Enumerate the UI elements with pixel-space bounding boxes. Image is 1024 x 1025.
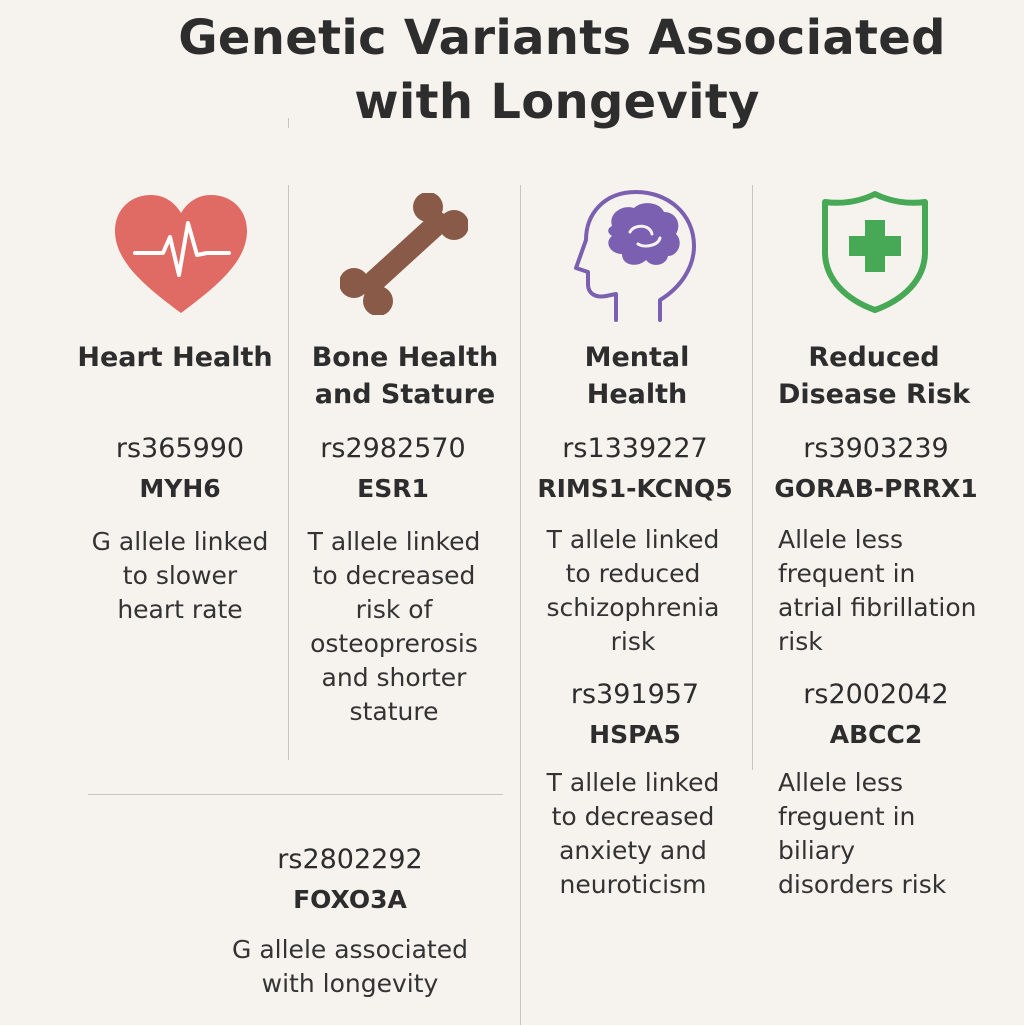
variant-gene: MYH6 — [139, 474, 221, 503]
variant-description — [778, 766, 1018, 902]
page-title — [0, 6, 1024, 134]
heading-heart-health — [62, 339, 288, 376]
description-line: Allele less — [778, 768, 904, 797]
heading-line: and Stature — [314, 379, 496, 410]
variant-id: rs3903239 — [803, 433, 949, 464]
heading-line: Bone Health — [311, 342, 499, 373]
description-line: risk — [610, 627, 656, 656]
description-line: T allele linked — [546, 525, 720, 554]
heading-line: Health — [586, 379, 688, 410]
variant-rs365990 — [62, 429, 298, 509]
description-line: disorders risk — [778, 870, 947, 899]
head-brain-icon — [572, 188, 700, 324]
title-line-2: with Longevity — [354, 74, 760, 130]
variant-rs2802292 — [240, 840, 460, 920]
shield-plus-icon — [819, 190, 931, 314]
description-line: G allele associated — [232, 935, 468, 964]
description-line: T allele linked — [307, 527, 481, 556]
description-line: heart rate — [117, 595, 243, 624]
description-line: to reduced — [565, 559, 701, 588]
description-line: risk — [778, 627, 823, 656]
variant-description — [62, 525, 298, 627]
variant-gene: RIMS1-KCNQ5 — [537, 474, 733, 503]
variant-id: rs391957 — [570, 679, 700, 710]
section-divider — [88, 794, 503, 795]
heading-bone-health — [290, 339, 520, 413]
description-line: schizophrenia — [546, 593, 720, 622]
heading-reduced-disease-risk — [754, 339, 994, 413]
heading-line: Disease Risk — [777, 379, 971, 410]
variant-description — [200, 933, 500, 1001]
description-line: G allele linked — [91, 527, 269, 556]
variant-description — [778, 523, 1018, 659]
variant-id: rs1339227 — [562, 433, 708, 464]
description-line: stature — [349, 697, 439, 726]
variant-rs1339227 — [522, 429, 748, 509]
variant-description — [522, 766, 744, 902]
heading-line: Reduced — [808, 342, 940, 373]
column-divider-2 — [520, 185, 521, 1025]
description-line: osteoprerosis — [310, 629, 478, 658]
heading-line: Heart Health — [77, 342, 273, 373]
description-line: Allele less — [778, 525, 904, 554]
title-tick-divider — [288, 118, 289, 128]
heading-line: Mental — [584, 342, 690, 373]
heading-mental-health — [522, 339, 752, 413]
variant-rs3903239 — [756, 429, 996, 509]
description-line: freguent in — [778, 802, 916, 831]
bone-icon — [340, 193, 468, 315]
variant-gene: FOXO3A — [293, 885, 407, 914]
heart-pulse-icon — [113, 193, 249, 315]
variant-id: rs2982570 — [320, 433, 466, 464]
variant-gene: HSPA5 — [589, 720, 681, 749]
variant-description — [522, 523, 744, 659]
variant-rs2002042 — [756, 675, 996, 755]
description-line: anxiety and — [559, 836, 707, 865]
variant-rs391957 — [522, 675, 748, 755]
variant-id: rs2002042 — [803, 679, 949, 710]
description-line: to decreased — [312, 561, 476, 590]
variant-description — [294, 525, 494, 729]
column-divider-3 — [752, 185, 753, 770]
description-line: biliary — [778, 836, 856, 865]
variant-rs2982570 — [290, 429, 496, 509]
description-line: risk of — [355, 595, 433, 624]
description-line: neuroticism — [559, 870, 707, 899]
variant-gene: ABCC2 — [829, 720, 923, 749]
title-line-1: Genetic Variants Associated — [178, 10, 946, 66]
description-line: T allele linked — [546, 768, 720, 797]
variant-gene: GORAB-PRRX1 — [774, 474, 978, 503]
description-line: atrial fibrillation — [778, 593, 977, 622]
variant-gene: ESR1 — [357, 474, 429, 503]
description-line: and shorter — [321, 663, 467, 692]
description-line: to slower — [122, 561, 238, 590]
variant-id: rs365990 — [115, 433, 245, 464]
variant-id: rs2802292 — [277, 844, 423, 875]
description-line: frequent in — [778, 559, 916, 588]
description-line: to decreased — [551, 802, 715, 831]
description-line: with longevity — [261, 969, 439, 998]
